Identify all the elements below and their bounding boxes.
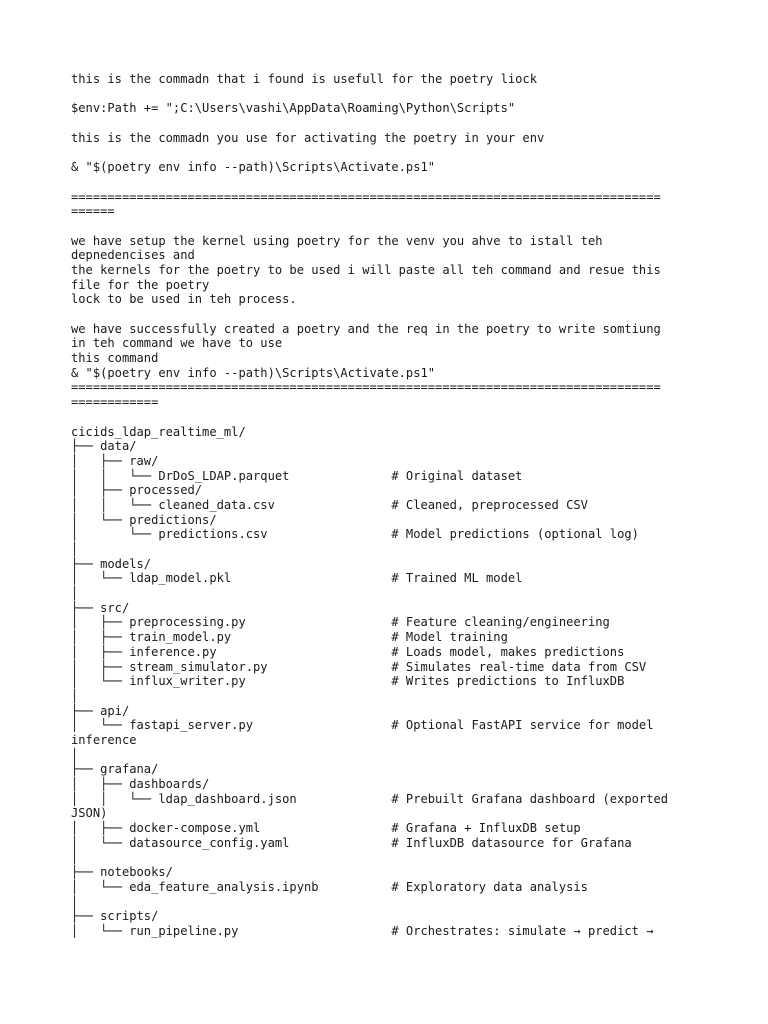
blank-line: [71, 307, 711, 322]
blank-line: [71, 219, 711, 234]
text-line: we have setup the kernel using poetry for the venv you ahve to istall teh: [71, 233, 603, 248]
text-line: │ └── influx_writer.py # Writes predictions to InfluxDB: [71, 674, 625, 689]
text-line: │ ├── stream_simulator.py # Simulates real-time data from CSV: [71, 659, 647, 674]
text-line: │ └── datasource_config.yaml # InfluxDB datasource for Grafana: [71, 835, 632, 850]
text-line: │ ├── raw/: [71, 453, 159, 468]
text-line: │ ├── preprocessing.py # Feature cleaning/engineering: [71, 615, 610, 630]
document-text: [71, 72, 711, 939]
text-line: │ └── predictions/: [71, 512, 217, 527]
text-line: lock to be used in teh process.: [71, 292, 297, 307]
text-line: =================================================================================: [71, 380, 661, 395]
text-line: ├── data/: [71, 439, 137, 454]
text-line: ├── grafana/: [71, 762, 159, 777]
text-line: │ └── fastapi_server.py # Optional FastAPI service for model: [71, 718, 654, 733]
text-line: │ ├── processed/: [71, 483, 203, 498]
text-line: ============: [71, 395, 159, 410]
text-line: │ ├── inference.py # Loads model, makes predictions: [71, 644, 625, 659]
text-line: cicids_ldap_realtime_ml/: [71, 424, 246, 439]
text-line: ======: [71, 204, 115, 219]
text-line: ├── api/: [71, 703, 130, 718]
text-line: │ └── ldap_model.pkl # Trained ML model: [71, 571, 523, 586]
text-line: │ ├── train_model.py # Model training: [71, 630, 508, 645]
text-line: the kernels for the poetry to be used i will paste all teh command and resue this: [71, 262, 661, 277]
text-line: ├── models/: [71, 556, 152, 571]
text-line: this command: [71, 351, 159, 366]
blank-line: [71, 145, 711, 160]
text-line: │ │ └── DrDoS_LDAP.parquet # Original dataset: [71, 468, 523, 483]
text-line: this is the commadn you use for activating the poetry in your env: [71, 130, 545, 145]
text-line: │ └── eda_feature_analysis.ipynb # Exploratory data analysis: [71, 879, 588, 894]
text-line: │ └── predictions.csv # Model predictions (optional log): [71, 527, 639, 542]
text-line: in teh command we have to use: [71, 336, 283, 351]
text-line: │ └── run_pipeline.py # Orchestrates: simulate → predict →: [71, 923, 654, 938]
text-line: file for the poetry: [71, 277, 210, 292]
text-line: │: [71, 586, 79, 601]
text-line: this is the commadn that i found is usefull for the poetry liock: [71, 72, 537, 86]
text-line: ├── notebooks/: [71, 865, 173, 880]
text-line: depnedencises and: [71, 248, 195, 263]
text-line: │: [71, 542, 79, 556]
blank-line: [71, 116, 711, 131]
blank-line: [71, 175, 711, 190]
blank-line: [71, 410, 711, 425]
text-line: │: [71, 850, 79, 865]
blank-line: [71, 87, 711, 102]
text-line: & "$(poetry env info --path)\Scripts\Activate.ps1": [71, 365, 436, 380]
text-line: we have successfully created a poetry and the req in the poetry to write somtiung: [71, 321, 661, 336]
text-line: ├── scripts/: [71, 909, 159, 924]
text-line: $env:Path += ";C:\Users\vashi\AppData\Roaming\Python\Scripts": [71, 101, 516, 116]
text-line: & "$(poetry env info --path)\Scripts\Activate.ps1": [71, 160, 436, 175]
text-line: │ │ └── ldap_dashboard.json # Prebuilt Grafana dashboard (exported: [71, 791, 669, 806]
text-line: │ ├── dashboards/: [71, 777, 210, 791]
text-line: inference: [71, 732, 137, 747]
text-line: │: [71, 747, 79, 762]
text-line: │ │ └── cleaned_data.csv # Cleaned, preprocessed CSV: [71, 497, 588, 512]
text-line: ├── src/: [71, 600, 130, 615]
text-line: JSON): [71, 806, 108, 821]
text-line: =================================================================================: [71, 189, 661, 204]
text-line: │ ├── docker-compose.yml # Grafana + InfluxDB setup: [71, 821, 581, 836]
text-line: │: [71, 894, 79, 909]
text-line: │: [71, 688, 79, 703]
